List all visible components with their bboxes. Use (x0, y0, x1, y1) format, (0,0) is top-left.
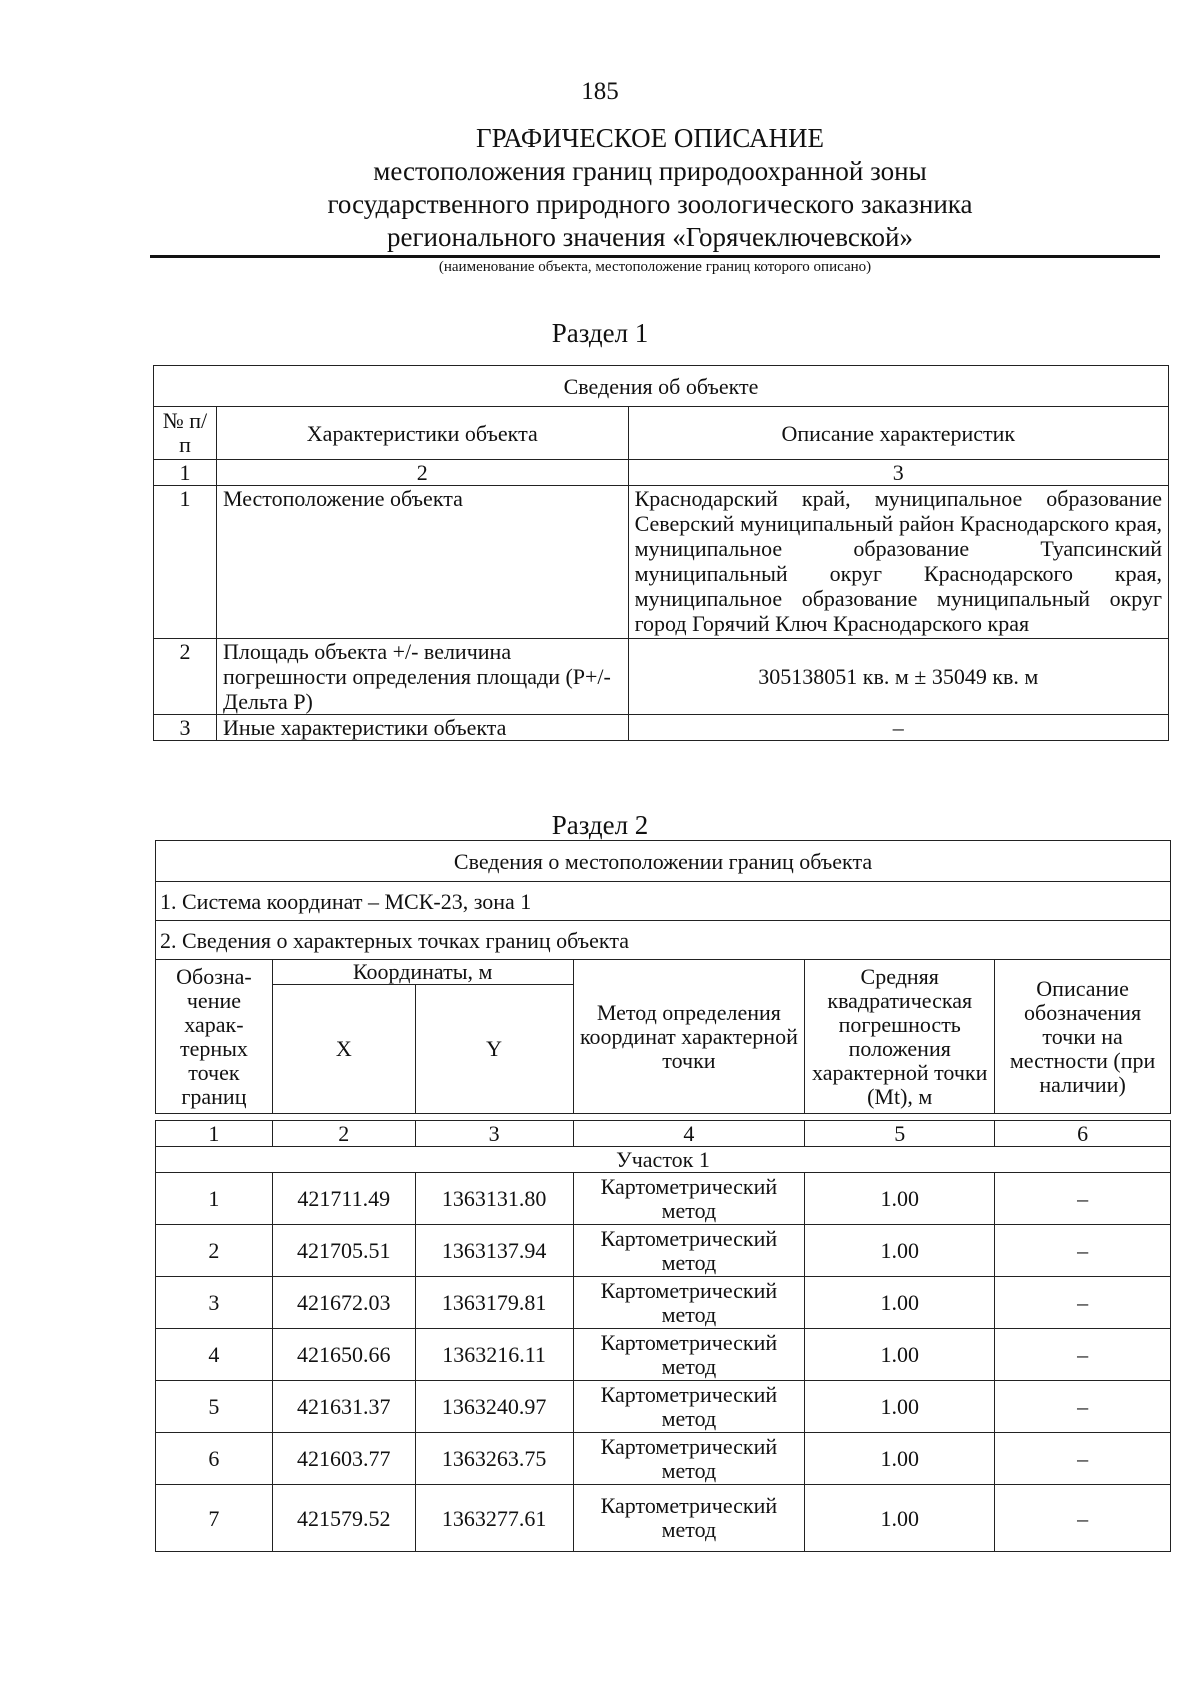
title-line-4: регионального значения «Горячеключевской» (387, 222, 913, 252)
col-header-accuracy: Средняя квадратическая погрешность положения характерной точки (Mt), м (805, 960, 995, 1114)
point-method: Картометрический метод (573, 1485, 805, 1552)
point-x: 421672.03 (272, 1277, 415, 1329)
point-accuracy: 1.00 (805, 1277, 995, 1329)
col-header-x: X (272, 985, 415, 1114)
point-description: – (995, 1381, 1171, 1433)
plot-label: Участок 1 (156, 1147, 1171, 1173)
header-row (156, 960, 1171, 985)
col-number: 2 (272, 1121, 415, 1147)
column-number-row (156, 1121, 1171, 1147)
coord-system: 1. Система координат – МСК-23, зона 1 (156, 882, 1171, 921)
header-gap (156, 1114, 1171, 1121)
point-y: 1363216.11 (415, 1329, 573, 1381)
point-accuracy: 1.00 (805, 1329, 995, 1381)
row-characteristic: Площадь объекта +/- величина погрешности определения площади (P+/- Дельта P) (216, 639, 628, 715)
col-header-designation: Обозна- чение харак- терных точек границ (156, 960, 273, 1114)
title-caption: (наименование объекта, местоположение границ которого описано) (438, 259, 872, 275)
document-title (150, 122, 1150, 254)
row-value: 305138051 кв. м ± 35049 кв. м (628, 639, 1168, 715)
point-y: 1363137.94 (415, 1225, 573, 1277)
column-number-row (154, 460, 1169, 486)
points-title: 2. Сведения о характерных точках границ объекта (156, 921, 1171, 960)
row-number: 2 (154, 639, 217, 715)
table-row (156, 1225, 1171, 1277)
section-1-heading: Раздел 1 (551, 318, 649, 348)
point-y: 1363263.75 (415, 1433, 573, 1485)
title-main: ГРАФИЧЕСКОЕ ОПИСАНИЕ (475, 123, 825, 153)
points-title-row (156, 921, 1171, 960)
col-header-description: Описание характеристик (628, 407, 1168, 460)
table-row (156, 1173, 1171, 1225)
point-description: – (995, 1329, 1171, 1381)
point-description: – (995, 1277, 1171, 1329)
point-number: 5 (156, 1381, 273, 1433)
point-number: 7 (156, 1485, 273, 1552)
table-title-row (154, 366, 1169, 407)
point-method: Картометрический метод (573, 1173, 805, 1225)
page-number: 185 (581, 78, 619, 105)
point-accuracy: 1.00 (805, 1381, 995, 1433)
point-accuracy: 1.00 (805, 1485, 995, 1552)
table-row (154, 639, 1169, 715)
point-number: 6 (156, 1433, 273, 1485)
point-x: 421603.77 (272, 1433, 415, 1485)
col-number: 3 (415, 1121, 573, 1147)
object-info-table (153, 365, 1169, 741)
point-description: – (995, 1173, 1171, 1225)
col-header-method: Метод определения координат характерной точки (573, 960, 805, 1114)
coord-system-row (156, 882, 1171, 921)
col-header-coords: Координаты, м (272, 960, 573, 985)
col-header-description: Описание обозначения точки на местности (при наличии) (995, 960, 1171, 1114)
row-value: Краснодарский край, муниципальное образование Северский муниципальный район Краснодарского края, муниципальное образование Туапсинский муниципальный округ Краснодарского края, муниципальное образование муниципальный округ город Горячий Ключ Краснодарского края (628, 486, 1168, 639)
point-number: 2 (156, 1225, 273, 1277)
title-line-3: государственного природного зоологического заказника (327, 189, 973, 219)
header-row (154, 407, 1169, 460)
point-method: Картометрический метод (573, 1381, 805, 1433)
col-number: 6 (995, 1121, 1171, 1147)
col-number: 5 (805, 1121, 995, 1147)
table-row (156, 1433, 1171, 1485)
table-row (156, 1277, 1171, 1329)
point-accuracy: 1.00 (805, 1173, 995, 1225)
section-2-heading: Раздел 2 (551, 810, 649, 840)
col-number: 3 (628, 460, 1168, 486)
point-y: 1363179.81 (415, 1277, 573, 1329)
col-number: 2 (216, 460, 628, 486)
plot-row (156, 1147, 1171, 1173)
point-y: 1363240.97 (415, 1381, 573, 1433)
point-method: Картометрический метод (573, 1329, 805, 1381)
col-number: 1 (154, 460, 217, 486)
row-characteristic: Иные характеристики объекта (216, 715, 628, 741)
point-number: 3 (156, 1277, 273, 1329)
col-header-characteristic: Характеристики объекта (216, 407, 628, 460)
point-x: 421705.51 (272, 1225, 415, 1277)
row-characteristic: Местоположение объекта (216, 486, 628, 639)
point-number: 4 (156, 1329, 273, 1381)
row-number: 3 (154, 715, 217, 741)
point-accuracy: 1.00 (805, 1225, 995, 1277)
point-method: Картометрический метод (573, 1277, 805, 1329)
table-row (156, 1329, 1171, 1381)
col-number: 4 (573, 1121, 805, 1147)
col-header-y: Y (415, 985, 573, 1114)
point-y: 1363131.80 (415, 1173, 573, 1225)
title-line-2: местоположения границ природоохранной зоны (373, 156, 927, 186)
table-title: Сведения о местоположении границ объекта (156, 841, 1171, 882)
title-underline (150, 255, 1160, 258)
point-accuracy: 1.00 (805, 1433, 995, 1485)
col-header-number: № п/п (154, 407, 217, 460)
point-x: 421631.37 (272, 1381, 415, 1433)
boundary-points-table (155, 840, 1171, 1552)
point-number: 1 (156, 1173, 273, 1225)
point-y: 1363277.61 (415, 1485, 573, 1552)
point-x: 421711.49 (272, 1173, 415, 1225)
table-title: Сведения об объекте (154, 366, 1169, 407)
col-number: 1 (156, 1121, 273, 1147)
point-description: – (995, 1433, 1171, 1485)
table-title-row (156, 841, 1171, 882)
table-row (154, 486, 1169, 639)
spacer (156, 1114, 1171, 1121)
point-method: Картометрический метод (573, 1225, 805, 1277)
point-x: 421579.52 (272, 1485, 415, 1552)
row-value: – (628, 715, 1168, 741)
table-row (156, 1381, 1171, 1433)
row-number: 1 (154, 486, 217, 639)
point-description: – (995, 1225, 1171, 1277)
table-row (156, 1485, 1171, 1552)
point-x: 421650.66 (272, 1329, 415, 1381)
point-description: – (995, 1485, 1171, 1552)
table-row (154, 715, 1169, 741)
point-method: Картометрический метод (573, 1433, 805, 1485)
